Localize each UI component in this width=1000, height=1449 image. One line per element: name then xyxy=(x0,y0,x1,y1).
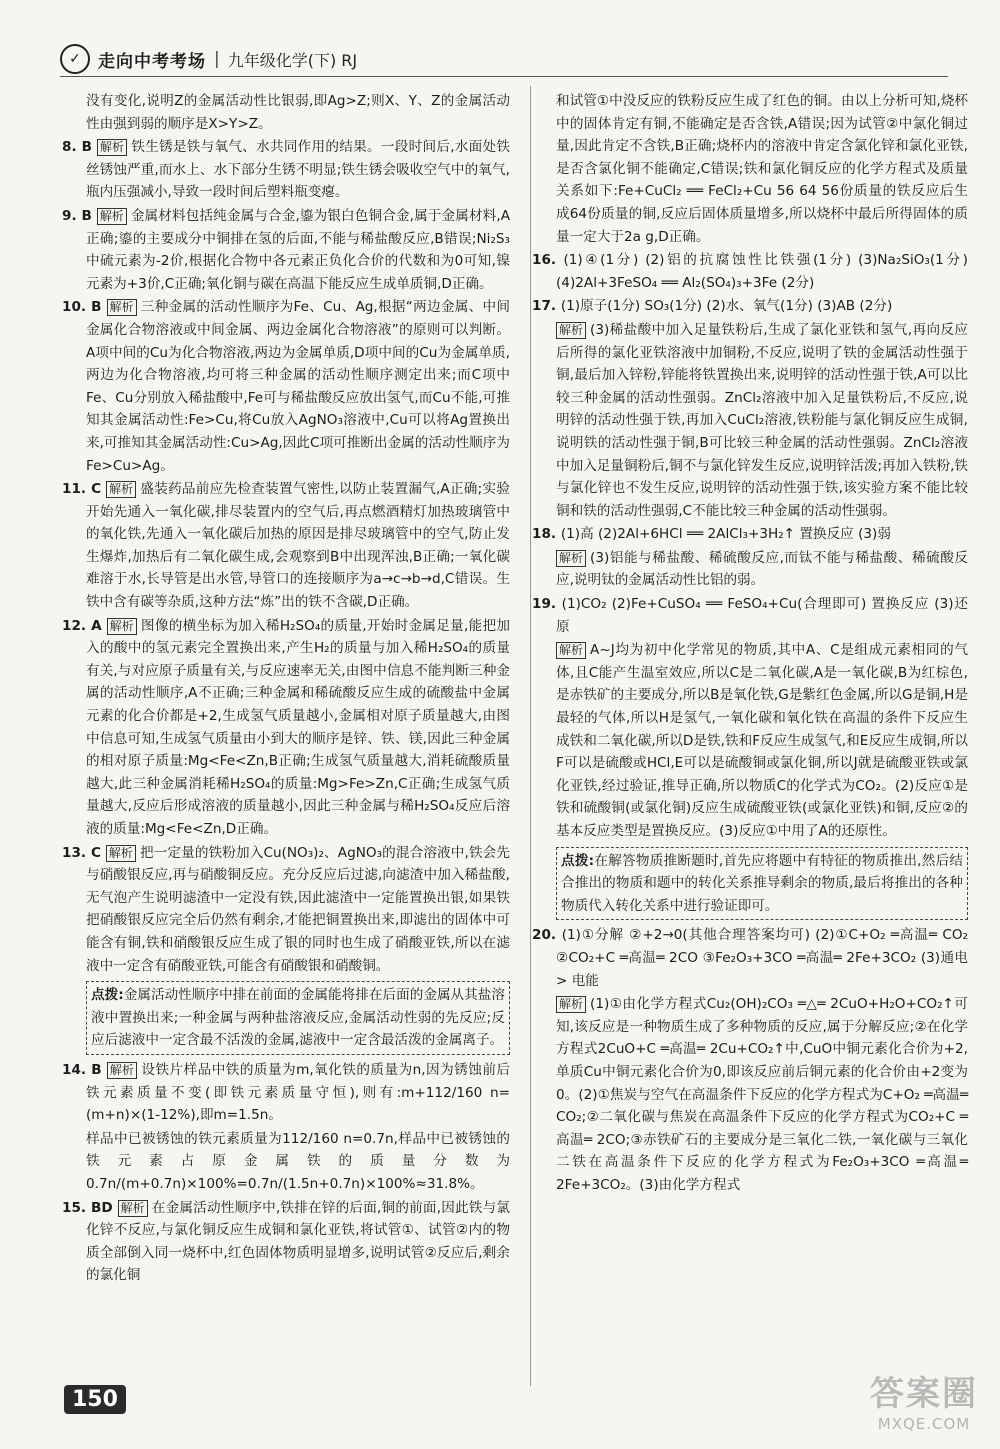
question-number: 19. xyxy=(532,596,562,613)
answer-paragraph xyxy=(62,842,510,978)
question-number: 20. xyxy=(532,927,562,944)
answer-text: 盛装药品前应先检查装置气密性,以防止装置漏气,A正确;实验开始先通入一氧化碳,排尽装置内的空气后,再点燃酒精灯加热玻璃管中的氧化铁,先通入一氧化碳后加热的原因是排尽玻璃管中的空气,防止发生爆炸,加热后有二氧化碳生成,会观察到B中出现浑浊,B正确;一氧化碳难溶于水,长导管是出水管,导管口的连接顺序为a→c→b→d,C错误。生铁中含有碳等杂质,这种方法“炼”出的铁不含碳,D正确。 xyxy=(86,481,510,611)
answer-text: (1)①由化学方程式Cu₂(OH)₂CO₃ ═△═ 2CuO+H₂O+CO₂↑可知,该反应是一种物质生成了多种物质的反应,属于分解反应;②在化学方程式2CuO+C ═高温═ 2Cu+CO₂↑中,CuO中铜元素化合价为+2,单质Cu中铜元素化合价为0,即该反应前后铜元素的化合价由+2变为0。(2)①焦炭与空气在高温条件下反应的化学方程式为C+O₂ ═高温═ CO₂;②二氧化碳与焦炭在高温条件下反应的化学方程式为CO₂+C ═高温═ 2CO;③赤铁矿石的主要成分是三氧化二铁,一氧化碳与三氧化二铁在高温条件下反应的化学方程式为Fe₂O₃+3CO ═高温═ 2Fe+3CO₂。(3)由化学方程式 xyxy=(556,996,968,1193)
answer-paragraph xyxy=(532,593,968,638)
tip-box xyxy=(556,847,968,921)
answer-paragraph xyxy=(532,295,968,318)
question-number: 14. B xyxy=(62,1061,107,1078)
analysis-tag: 解析 xyxy=(97,208,127,225)
analysis-tag: 解析 xyxy=(556,322,586,339)
answer-text: 金属活动性顺序中排在前面的金属能将排在后面的金属从其盐溶液中置换出来;一种金属与两种盐溶液反应,金属活动性弱的先反应;反应后滤液中一定含最不活泼的金属,滤液中一定含最活泼的金属离子。 xyxy=(91,987,506,1049)
answer-text: 图像的横坐标为加入稀H₂SO₄的质量,开始时金属足量,能把加入的酸中的氢元素完全置换出来,产生H₂的质量与加入稀H₂SO₄的质量有关,与对应原子质量有关,与反应速率无关,由图中信息不能判断三种金属的活动性顺序,A不正确;三种金属和稀硫酸反应生成的硫酸盐中金属元素的化合价都是+2,生成氢气质量越小,金属相对原子质量越大,由图中信息可知,生成氢气质量由小到大的顺序是锌、铁、镁,因此三种金属的相对原子质量:Mg<Fe<Zn,B正确;生成氢气质量越大,消耗硫酸质量越大,此三种金属消耗稀H₂SO₄的质量:Mg>Fe>Zn,C正确;生成氢气质量越大,反应后形成溶液的质量越小,因此三种金属与稀H₂SO₄反应后溶液的质量:Mg<Fe<Zn,D正确。 xyxy=(86,617,510,837)
answer-paragraph xyxy=(532,924,968,992)
answer-text: (1)④(1分) (2)铝的抗腐蚀性比铁强(1分) (3)Na₂SiO₃(1分) (4)2Al+3FeSO₄ ══ Al₂(SO₄)₃+3Fe (2分) xyxy=(556,252,968,291)
tip-label: 点拨: xyxy=(561,852,595,869)
question-number: 10. B xyxy=(62,299,107,316)
answer-paragraph xyxy=(532,249,968,294)
answer-text: 三种金属的活动性顺序为Fe、Cu、Ag,根据“两边金属、中间金属化合物溶液或中间金属、两边金属化合物溶液”的原则可以判断。A项中间的Cu为化合物溶液,两边为金属单质,D项中间的Cu为金属单质,两边为化合物溶液,均可将三种金属的活动性顺序测定出来;而C项中Fe、Cu分别放入稀盐酸中,Fe可与稀盐酸反应放出氢气,而Cu不能,可推知其金属活动性:Fe>Cu,将Cu放入AgNO₃溶液中,Cu可以将Ag置换出来,可推知其金属活动性:Cu>Ag,因此C项可推断出金属的活动性顺序为Fe>Cu>Ag。 xyxy=(86,299,510,474)
book-subtitle: 九年级化学(下) RJ xyxy=(227,50,358,70)
answer-text: 铁生锈是铁与氧气、水共同作用的结果。一段时间后,水面处铁丝锈蚀严重,而水上、水下部分生锈不明显;铁生锈会吸收空气中的氧气,瓶内压强减小,导致一段时间后塑料瓶变瘪。 xyxy=(86,139,510,201)
answer-paragraph xyxy=(62,205,510,295)
column-divider xyxy=(530,86,531,1386)
answer-text: 金属材料包括纯金属与合金,鎏为银白色铜合金,属于金属材料,A正确;鎏的主要成分中铜排在氢的后面,不能与稀盐酸反应,B错误;Ni₂S₃中硫元素为-2价,根据化合物中各元素正负化合价的代数和为0可知,镍元素为+3价,C正确;氧化铜与碳在高温下能反应生成单质铜,D正确。 xyxy=(86,207,510,292)
answer-paragraph xyxy=(556,993,968,1196)
answer-paragraph xyxy=(556,639,968,842)
answer-text: 样品中已被锈蚀的铁元素质量为112/160 n=0.7n,样品中已被锈蚀的铁元素占原金属铁的质量分数为 0.7n/(m+0.7n)×100%=0.7n/(1.5n+0.7n)×100%≈31.8%。 xyxy=(86,1130,510,1192)
left-column xyxy=(62,90,510,1288)
answer-text: 和试管①中没反应的铁粉反应生成了红色的铜。由以上分析可知,烧杯中的固体肯定有铜,不能确定是否含铁,A错误;因为试管②中氯化铜过量,因此肯定不含铁,B正确;烧杯内的溶液中肯定含氯化锌和氯化亚铁,是否含氯化铜不能确定,C错误;铁和氯化铜反应的化学方程式及质量关系如下:Fe+CuCl₂ ══ FeCl₂+Cu 56 64 56份质量的铁反应后生成64份质量的铜,反应后固体质量增多,所以烧杯中最后所得固体的质量一定大于2a g,D正确。 xyxy=(556,93,968,245)
answer-paragraph xyxy=(556,319,968,522)
answer-text: 在解答物质推断题时,首先应将题中有特征的物质推出,然后结合推出的物质和题中的转化关系推导剩余的物质,最后将推出的各种物质代入转化关系中进行验证即可。 xyxy=(561,852,964,914)
answer-text: 设铁片样品中铁的质量为m,氧化铁的质量为n,因为锈蚀前后铁元素质量不变(即铁元素质量守恒),则有:m+112/160 n=(m+n)×(1-12%),即m=1.5n。 xyxy=(86,1061,510,1124)
analysis-tag: 解析 xyxy=(107,618,137,635)
header-rule xyxy=(60,76,948,77)
analysis-tag: 解析 xyxy=(118,1200,148,1217)
question-number: 8. B xyxy=(62,139,97,156)
answer-text: 在金属活动性顺序中,铁排在锌的后面,铜的前面,因此铁与氯化锌不反应,与氯化铜反应生成铜和氯化亚铁,将试管①、试管②内的物质全部倒入同一烧杯中,红色固体物质明显增多,说明试管②反应后,剩余的氯化铜 xyxy=(86,1199,510,1284)
analysis-tag: 解析 xyxy=(556,996,586,1013)
answer-paragraph xyxy=(86,90,510,135)
answer-paragraph xyxy=(62,296,510,477)
right-column xyxy=(532,90,968,1198)
answer-text: 没有变化,说明Z的金属活动性比银弱,即Ag>Z;则X、Y、Z的金属活动性由强到弱的顺序是X>Y>Z。 xyxy=(86,93,510,132)
watermark-main: 答案圈 xyxy=(870,1374,978,1414)
answer-text: (1)高 (2)2Al+6HCl ══ 2AlCl₃+3H₂↑ 置换反应 (3)弱 xyxy=(560,526,891,543)
answer-text: (3)稀盐酸中加入足量铁粉后,生成了氯化亚铁和氢气,再向反应后所得的氯化亚铁溶液中加铜粉,不反应,说明了铁的金属活动性强于铜,最后加入锌粉,锌能将铁置换出来,说明锌的活动性强于铁,A可以比较三种金属的活动性强弱。ZnCl₂溶液中加入足量铁粉后,不反应,说明锌的活动性强于铁,再加入CuCl₂溶液,铁粉能与氯化铜反应生成铜,说明铁的活动性强于铜,B可比较三种金属的活动性强弱。ZnCl₂溶液中加入足量铜粉后,铜不与氯化锌发生反应,说明锌活泼;再加入铁粉,铁与氯化锌也不发生反应,说明锌的活动性强于铁,该实验方案不能比较铜和铁的活动性强弱,C不能比较三种金属的活动性强弱。 xyxy=(556,321,968,519)
brand-title: 走向中考考场 xyxy=(98,51,206,72)
analysis-tag: 解析 xyxy=(106,481,136,498)
answer-paragraph xyxy=(62,1059,510,1127)
tip-label: 点拨: xyxy=(91,987,124,1004)
question-number: 13. C xyxy=(62,844,106,861)
watermark-url: MXQE.COM xyxy=(877,1415,971,1433)
answer-paragraph xyxy=(62,478,510,614)
answer-paragraph xyxy=(62,136,510,204)
brand-logo-icon: ✓ xyxy=(60,44,90,74)
answer-paragraph xyxy=(86,1128,510,1196)
question-number: 12. A xyxy=(62,617,107,634)
tip-box xyxy=(86,981,510,1055)
answer-paragraph xyxy=(62,1197,510,1287)
question-number: 17. xyxy=(532,298,561,315)
analysis-tag: 解析 xyxy=(106,845,136,862)
page-header xyxy=(60,44,357,74)
analysis-tag: 解析 xyxy=(97,139,127,156)
answer-text: (1)原子(1分) SO₃(1分) (2)水、氧气(1分) (3)AB (2分) xyxy=(560,298,893,315)
answer-paragraph xyxy=(62,615,510,841)
analysis-tag: 解析 xyxy=(556,642,586,659)
question-number: 9. B xyxy=(62,207,97,224)
answer-text: (1)①分解 ②+2→0(其他合理答案均可) (2)①C+O₂ ═高温═ CO₂ ②CO₂+C ═高温═ 2CO ③Fe₂O₃+3CO ═高温═ 2Fe+3CO₂ (3)通电 > 电能 xyxy=(556,927,968,989)
watermark xyxy=(870,1366,978,1433)
answer-paragraph xyxy=(532,523,968,546)
question-number: 18. xyxy=(532,526,561,543)
question-number: 15. BD xyxy=(62,1199,118,1216)
question-number: 16. xyxy=(532,252,564,269)
page-number: 150 xyxy=(64,1385,126,1414)
analysis-tag: 解析 xyxy=(107,299,137,316)
answer-text: A~J均为初中化学常见的物质,其中A、C是组成元素相同的气体,且C能产生温室效应,所以C是二氧化碳,A是一氧化碳,B为红棕色,是赤铁矿的主要成分,所以B是氧化铁,G是紫红色金属,所以G是铜,H是最轻的气体,所以H是氢气,一氧化碳和氧化铁在高温的条件下反应生成铁和二氧化碳,所以D是铁,铁和F反应生成氢气,和E反应生成铜,所以F可以是硫酸或HCl,E可以是硫酸铜或氯化铜,所以J就是硫酸亚铁或氯化亚铁,经过验证,推导正确,所以物质C的化学式为CO₂。(2)反应①是铁和硫酸铜(或氯化铜)反应生成硫酸亚铁(或氯化亚铁)和铜,反应②的基本反应类型是置换反应。(3)反应①中用了A的还原性。 xyxy=(556,642,968,839)
answer-text: (3)铝能与稀盐酸、稀硫酸反应,而钛不能与稀盐酸、稀硫酸反应,说明钛的金属活动性比铝的弱。 xyxy=(556,549,968,589)
answer-paragraph xyxy=(556,547,968,592)
answer-text: (1)CO₂ (2)Fe+CuSO₄ ══ FeSO₄+Cu(合理即可) 置换反应 (3)还原 xyxy=(556,596,968,635)
answer-paragraph xyxy=(556,90,968,248)
answer-text: 把一定量的铁粉加入Cu(NO₃)₂、AgNO₃的混合溶液中,铁会先与硝酸银反应,再与硝酸铜反应。充分反应后过滤,向滤渣中加入稀盐酸,无气泡产生说明滤渣中一定没有铁,因此滤渣中一定能置换出银,如果铁把硝酸银反应完全后仍然有剩余,才能把铜置换出来,即滤出的固体中可能含有铜,铁和硝酸银反应生成了银的同时也生成了硝酸亚铁,所以在滤液中一定含有硝酸亚铁,可能含有硝酸银和硝酸铜。 xyxy=(86,844,510,974)
header-separator: | xyxy=(214,49,220,69)
analysis-tag: 解析 xyxy=(107,1062,137,1079)
analysis-tag: 解析 xyxy=(556,550,586,567)
question-number: 11. C xyxy=(62,481,107,498)
